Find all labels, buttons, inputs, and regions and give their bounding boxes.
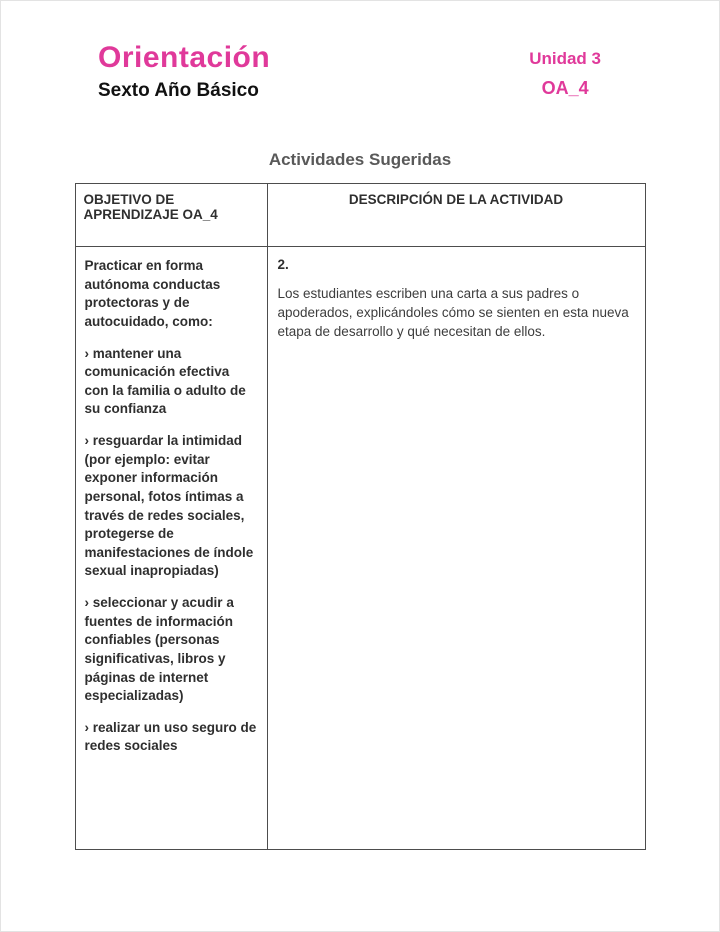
header-left-block [98,41,270,102]
unit-label: Unidad 3 [529,49,601,68]
section-heading: Actividades Sugeridas [268,150,452,169]
doc-subtitle: Sexto Año Básico [98,80,259,101]
objective-paragraph: › mantener una comunicación efectiva con la familia o adulto de su confianza [84,345,246,417]
table-header-row [75,184,645,247]
activity-text: Los estudiantes escriben una carta a sus padres o apoderados, explicándoles cómo se sienten en esta nueva etapa de desarrollo y qué necesitan de ellos. [277,286,629,340]
objective-paragraph: › resguardar la intimidad (por ejemplo: evitar exponer información personal, fotos íntimas a través de redes sociales, protegerse de manifestaciones de índole sexual inapropiadas) [84,433,254,579]
document-header [1,1,719,102]
objective-paragraph: › seleccionar y acudir a fuentes de información confiables (personas significativas, libros y páginas de internet especializadas) [84,595,234,704]
objective-cell [75,247,267,850]
table-row [75,247,645,850]
activity-number: 2. [277,257,289,272]
activity-cell [267,247,645,850]
objective-paragraph: › realizar un uso seguro de redes sociales [84,719,257,754]
doc-title: Orientación [98,41,271,74]
objective-paragraph: Practicar en forma autónoma conductas protectoras y de autocuidado, como: [84,258,221,329]
description-column-header: DESCRIPCIÓN DE LA ACTIVIDAD [267,184,645,247]
oa-label: OA_4 [541,78,589,98]
header-right-block [529,41,601,99]
objective-column-header: OBJETIVO DE APRENDIZAJE OA_4 [75,184,267,247]
activities-table [75,183,646,850]
